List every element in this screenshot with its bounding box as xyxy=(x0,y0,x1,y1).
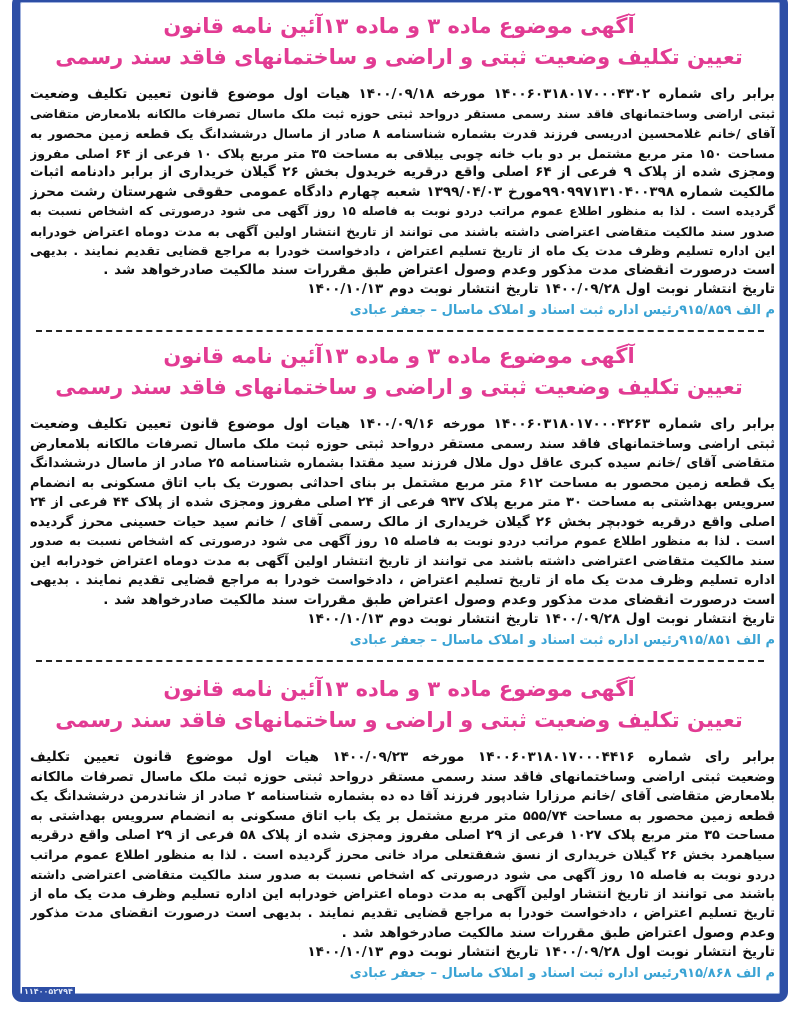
notice-body xyxy=(30,415,775,652)
notice-text-line: اداره تسلیم وظرف مدت یک ماه از تاریخ تسلیم اعتراض ، دادخواست خودرا به مراجع قضایی تقدیم نمایند . بدیهی xyxy=(30,573,775,588)
publication-dates: تاریخ انتشار نوبت اول ۱۴۰۰/۰۹/۲۸ تاریخ انتشار نوبت دوم ۱۴۰۰/۱۰/۱۳ xyxy=(307,944,775,960)
notice-text-line: است . لذا به منظور اطلاع عموم مراتب دردو نوبت به فاصله ۱۵ روز آگهی می شود درصورتی که اشخاص نسبت به صدور xyxy=(30,534,775,548)
notice-text-line: یک قطعه زمین محصور به مساحت ۶۱۲ متر مربع مشتمل بر بنای احداثی بصورت یک باب اتاق مسکونی به انضمام xyxy=(30,475,775,491)
notice-subtitle: تعیین تکلیف وضعیت ثبتی و اراضی و ساختمانهای فاقد سند رسمی xyxy=(55,708,743,732)
notice-text-line: مساحت ۱۵۰ متر مربع مشتمل بر دو باب خانه چوبی ییلاقی به مساحت ۳۵ متر مربع پلاک ۱۰ فرعی از ۶۴ اصلی مفروز xyxy=(30,145,775,161)
notice-title: آگهی موضوع ماده ۳ و ماده ۱۳آئین نامه قانون xyxy=(163,14,635,38)
separator-dashes xyxy=(36,660,764,662)
publication-dates: تاریخ انتشار نوبت اول ۱۴۰۰/۰۹/۲۸ تاریخ انتشار نوبت دوم ۱۴۰۰/۱۰/۱۳ xyxy=(307,281,775,297)
notice-text-line: صدور سند مالکیت متقاضی اعتراضی داشته باشند می توانند از تاریخ انتشار اولین آگهی به مدت دوماه اعتراض خودرابه xyxy=(30,223,775,239)
footer-code: ۱۱۴۰۰۵۲۷۹۴ xyxy=(24,987,73,996)
notice-text-line: برابر رای شماره ۱۴۰۰۶۰۳۱۸۰۱۷۰۰۰۴۲۶۳ مورخه ۱۴۰۰/۰۹/۱۶ هیات اول موضوع قانون تعیین تکلیف وضعیت xyxy=(30,416,775,432)
notice-text-line: وعدم وصول اعتراض طبق مقررات سند مالکیت صادرخواهد شد . xyxy=(341,924,775,941)
notice-text-line: ثبتی اراضی وساختمانهای فاقد سند رسمی مستقر درواحد ثبتی حوزه ثبت ملک ماسال تصرفات مالکانه بلامعارض xyxy=(30,436,775,452)
notice-signature: م الف ۹۱۵/۸۵۱رئیس اداره ثبت اسناد و املاک ماسال – جعفر عبادی xyxy=(349,632,775,648)
notice-text-line: سرویس بهداشتی به مساحت ۳۰ متر مربع پلاک ۹۳۷ فرعی از ۲۴ اصلی مفروز ومجزی شده از پلاک ۴۴ فرعی از ۲۴ xyxy=(30,495,775,510)
notice-title: آگهی موضوع ماده ۳ و ماده ۱۳آئین نامه قانون xyxy=(163,344,635,368)
notice-text-line: برابر رای شماره ۱۴۰۰۶۰۳۱۸۰۱۷۰۰۰۴۳۰۲ مورخه ۱۴۰۰/۰۹/۱۸ هیات اول موضوع قانون تعیین تکلیف وضعیت xyxy=(30,86,775,102)
publication-dates: تاریخ انتشار نوبت اول ۱۴۰۰/۰۹/۲۸ تاریخ انتشار نوبت دوم ۱۴۰۰/۱۰/۱۳ xyxy=(307,611,775,627)
notice-text-line: اصلی واقع درقریه خودبچر بخش ۲۶ گیلان خریداری از مالک رسمی آقای / خانم سید حیات حسینی محرز گردیده xyxy=(30,514,775,530)
notice xyxy=(0,0,798,330)
notice-text-line: باشند می توانند از تاریخ انتشار اولین آگهی به مدت دوماه اعتراض خودرابه این اداره تسلیم وظرف مدت یک ماه از xyxy=(30,886,775,902)
notice-title: آگهی موضوع ماده ۳ و ماده ۱۳آئین نامه قانون xyxy=(163,677,635,701)
notice-text-line: آقای /خانم غلامحسین ادریسی فرزند قدرت بشماره شناسنامه ۸ صادر از ماسال درششدانگ یک قطعه زمین محصور به xyxy=(30,126,775,141)
notice-text-line: سند مالکیت متقاضی اعتراضی داشته باشند می توانند از تاریخ انتشار اولین آگهی به مدت دوماه اعتراض خودرابه این xyxy=(30,553,775,569)
notice-text-line: وضعیت ثبتی اراضی وساختمانهای فاقد سند رسمی مستقر درواحد ثبتی حوزه ثبت ملک ماسال تصرفات مالکانه xyxy=(30,769,775,785)
notice-text-line: قطعه زمین محصور به مساحت ۵۵۵/۷۴ متر مربع مشتمل بر یک باب اتاق مسکونی به انضمام سرویس بهداشتی به xyxy=(30,808,775,824)
notice-text-line: دردو نوبت به فاصله ۱۵ روز آگهی می شود درصورتی که اشخاص نسبت به صدور سند مالکیت متقاضی اعتراضی داشته xyxy=(30,867,775,882)
notice-text-line: بلامعارض متقاضی آقای /خانم مرزارا شادپور فرزند آقا ده ده بشماره شناسنامه ۲ صادر از شاندرمن درششدانگ یک xyxy=(30,789,775,804)
notice-body xyxy=(30,85,775,322)
notice-text-line: برابر رای شماره ۱۴۰۰۶۰۳۱۸۰۱۷۰۰۰۴۴۱۶ مورخه ۱۴۰۰/۰۹/۲۳ هیات اول موضوع قانون تعیین تکلیف xyxy=(30,749,775,765)
notice-text-line: سیاهمرد بخش ۲۶ گیلان خریداری از نسق شفقتعلی مراد خانی محرز گردیده است . لذا به منظور اطلاع عموم مراتب xyxy=(30,847,775,863)
notice xyxy=(0,663,798,993)
notice-text-line: تاریخ تسلیم اعتراض ، دادخواست خودرا به مراجع قضایی تقدیم نمایند . بدیهی است درصورت انقضای مدت مذکور xyxy=(30,906,775,921)
notice-text-line: ومجزی شده از پلاک ۹ فرعی از ۶۴ اصلی واقع درقریه خریدول بخش ۲۶ گیلان خریداری از برابر دادنامه اثبات xyxy=(30,164,775,180)
notice-body xyxy=(30,748,775,985)
notice xyxy=(0,330,798,660)
notice-text-line: گردیده است . لذا به منظور اطلاع عموم مراتب دردو نوبت به فاصله ۱۵ روز آگهی می شود درصورتی که اشخاص نسبت به xyxy=(30,204,775,218)
notice-text-line: این اداره تسلیم وظرف مدت یک ماه از تاریخ تسلیم اعتراض ، دادخواست خودرا به مراجع قضایی تقدیم نمایند . بدیهی xyxy=(30,243,775,258)
notice-signature: م الف ۹۱۵/۸۶۸رئیس اداره ثبت اسناد و املاک ماسال – جعفر عبادی xyxy=(349,965,775,981)
notice-text-line: است درصورت انقضای مدت مذکور وعدم وصول اعتراض طبق مقررات سند مالکیت صادرخواهد شد . xyxy=(103,261,775,278)
notice-text-line: ثبتی اراضی وساختمانهای فاقد سند رسمی مستقر درواحد ثبتی حوزه ثبت ملک ماسال تصرفات مالکانه بلامعارض متقاضی xyxy=(30,106,775,121)
notice-text-line: مالکیت شماره ۹۹۰۹۹۷۱۳۱۰۴۰۰۳۹۸مورخ ۱۳۹۹/۰۴/۰۳ شعبه چهارم دادگاه عمومی حقوقی شهرستان رشت محرز xyxy=(30,183,775,200)
notice-text-line: است درصورت انقضای مدت مذکور وعدم وصول اعتراض طبق مقررات سند مالکیت صادرخواهد شد . xyxy=(103,591,775,608)
notice-text-line: متقاضی آقای /خانم سیده کبری عاقل دول ملال فرزند سید مقتدا بشماره شناسنامه ۲۵ صادر از ماسال درششدانگ xyxy=(30,456,775,471)
notice-text-line: مساحت ۳۵ متر مربع پلاک ۱۰۲۷ فرعی از ۲۹ اصلی مفروز ومجزی شده از پلاک ۵۸ فرعی از ۲۹ اصلی واقع درقریه xyxy=(30,828,775,843)
notice-signature: م الف ۹۱۵/۸۵۹رئیس اداره ثبت اسناد و املاک ماسال – جعفر عبادی xyxy=(349,302,775,318)
notice-subtitle: تعیین تکلیف وضعیت ثبتی و اراضی و ساختمانهای فاقد سند رسمی xyxy=(55,45,743,69)
notice-subtitle: تعیین تکلیف وضعیت ثبتی و اراضی و ساختمانهای فاقد سند رسمی xyxy=(55,375,743,399)
